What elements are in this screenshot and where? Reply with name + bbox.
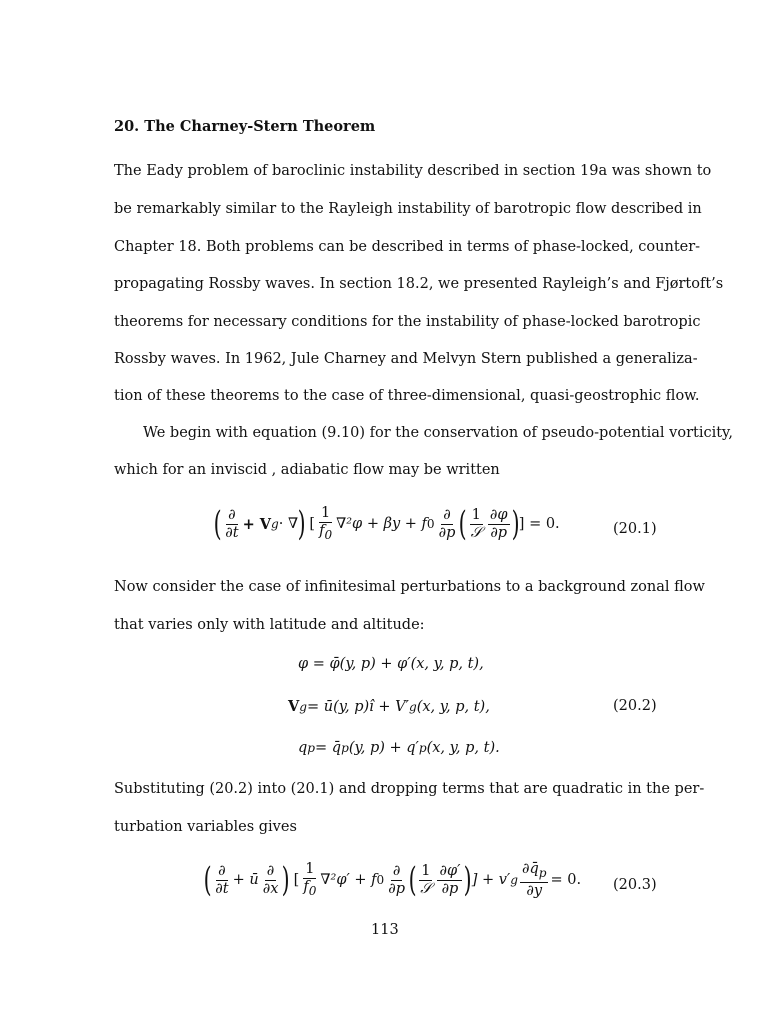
paragraph-line: turbation variables gives <box>114 819 297 835</box>
equation-number: (20.2) <box>613 698 657 714</box>
paragraph-line: which for an inviscid , adiabatic flow may be written <box>114 462 500 478</box>
paragraph-line: The Eady problem of baroclinic instability described in section 19a was shown to <box>114 163 712 179</box>
equation-20-2-line-2: V g = ū(y, p)î + V′ g (x, y, p, t), <box>288 698 490 715</box>
paragraph-line: theorems for necessary conditions for the instability of phase-locked barotropic <box>114 314 701 330</box>
equation-20-2-line-1: φ = φ̄(y, p) + φ′(x, y, p, t), <box>298 656 484 672</box>
equation-20-2-line-3: q p = q̄ p (y, p) + q′ p (x, y, p, t). <box>298 740 500 756</box>
paragraph-line: Now consider the case of infinitesimal perturbations to a background zonal flow <box>114 579 705 595</box>
paragraph-line: tion of these theorems to the case of three-dimensional, quasi-geostrophic flow. <box>114 388 700 404</box>
paragraph-line: Substituting (20.2) into (20.1) and dropping terms that are quadratic in the per- <box>114 781 705 797</box>
equation-20-3: ( $\frac{\partial}{\partial t}$ + ū $\frac{\partial}{\partial x}$ ) [ $\frac{1}{f_0}$ ∇²φ′ + f 0 $\frac{\partial}{\partial p}$ ( $\frac{1}{\text{𝒮}}$ $\frac{\partial\varphi'}{\partial p}$ ) ] + v′ g $\frac{\partial q̄_p}{\partial y}$ = 0. <box>203 860 582 901</box>
paragraph-line: We begin with equation (9.10) for the conservation of pseudo-potential vorticity, <box>143 425 733 441</box>
paragraph-line: Rossby waves. In 1962, Jule Charney and Melvyn Stern published a generaliza- <box>114 351 698 367</box>
paragraph-line: be remarkably similar to the Rayleigh instability of barotropic flow described in <box>114 201 702 217</box>
paragraph-line: that varies only with latitude and altitude: <box>114 617 425 633</box>
paragraph-line: Chapter 18. Both problems can be described in terms of phase-locked, counter- <box>114 239 701 255</box>
equation-number: (20.1) <box>613 521 657 537</box>
paragraph-line: propagating Rossby waves. In section 18.2, we presented Rayleigh’s and Fjørtoft’s <box>114 276 724 292</box>
section-heading: 20. The Charney-Stern Theorem <box>114 118 376 135</box>
equation-20-1: ( $\frac{\partial}{\partial t}$ + V g · ∇ ) [ $\frac{1}{f_0}$ ∇²φ + βy + f 0 $\frac{\partial}{\partial p}$ ( $\frac{1}{\text{𝒮}}$ $\frac{\partial\varphi}{\partial p}$ ) ] = 0. <box>213 504 560 545</box>
equation-number: (20.3) <box>613 877 657 893</box>
page-number: 113 <box>371 922 399 938</box>
